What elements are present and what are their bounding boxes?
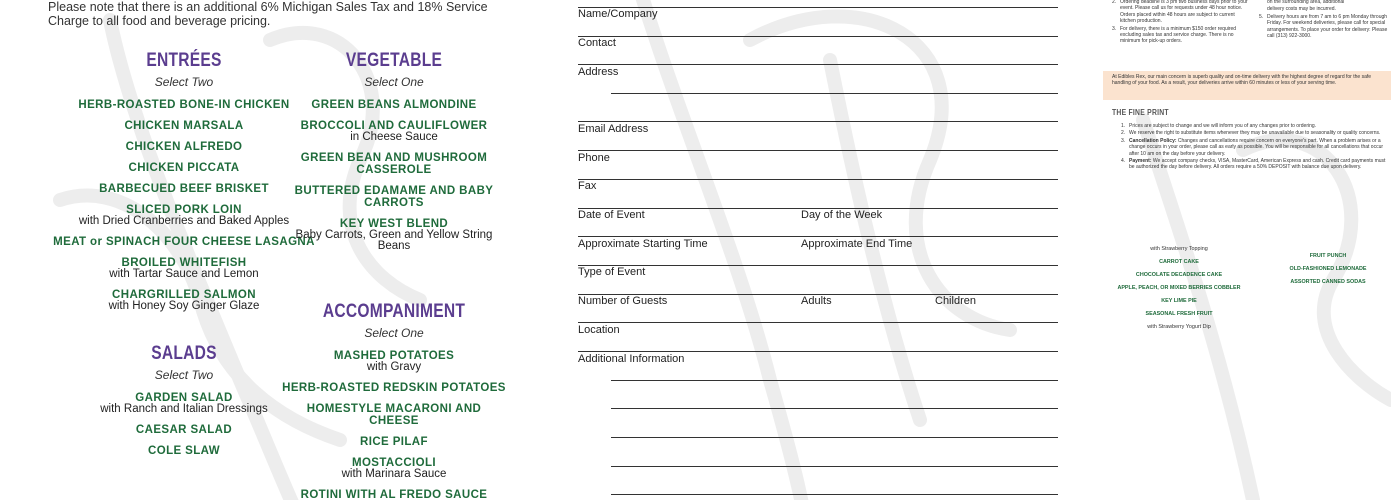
dessert-item: with Strawberry Topping bbox=[1150, 246, 1208, 252]
menu-item bbox=[282, 403, 506, 427]
quality-statement: At Edibles Rex, our main concern is superb quality and on-time delivery with the highest degree of regard for the safe handling of your food. As a result, your deliveries arrive within 60 minutes or less of your serving time. bbox=[1103, 71, 1391, 100]
menu-item-description: with Tartar Sauce and Lemon bbox=[109, 268, 259, 280]
menu-item-name: BROCCOLI AND CAULIFLOWER bbox=[300, 120, 488, 132]
policy-number: 1. bbox=[1121, 123, 1126, 129]
entrees-subtitle: Select Two bbox=[154, 75, 214, 89]
menu-item bbox=[282, 99, 506, 111]
policy-text: We accept company checks, VISA, MasterCard, American Express and cash. Credit card payments must be authorized the day before delivery. All orders require a 50% DEPOSIT with balance due upon delivery. bbox=[1129, 158, 1386, 171]
policy-item bbox=[1259, 14, 1389, 40]
menu-item-name: SLICED PORK LOIN bbox=[126, 204, 242, 216]
accompaniment-list bbox=[282, 350, 506, 500]
vegetable-list bbox=[282, 99, 506, 252]
additional-info-line-1[interactable] bbox=[611, 380, 1058, 381]
menu-item bbox=[282, 152, 506, 176]
menu-item-name: GARDEN SALAD bbox=[135, 392, 233, 404]
dessert-item: CHOCOLATE DECADENCE CAKE bbox=[1135, 272, 1223, 278]
vegetable-title: VEGETABLE bbox=[345, 50, 443, 71]
policy-number: 3. bbox=[1112, 25, 1117, 32]
salads-subtitle: Select Two bbox=[154, 368, 214, 382]
email-label: Email Address bbox=[578, 123, 649, 135]
additional-info-line-3[interactable] bbox=[611, 437, 1058, 438]
menu-item-description: with Marinara Sauce bbox=[341, 468, 447, 480]
beverages-list bbox=[1268, 253, 1388, 292]
menu-column-right bbox=[282, 50, 506, 500]
dessert-item: CARROT CAKE bbox=[1159, 259, 1199, 265]
policy-label: Payment: bbox=[1129, 158, 1153, 165]
address-field-1[interactable] bbox=[611, 93, 1058, 94]
menu-item-name: CAESAR SALAD bbox=[135, 424, 233, 436]
contact-label: Contact bbox=[578, 37, 616, 49]
policy-item bbox=[1121, 138, 1389, 157]
phone-field[interactable] bbox=[578, 179, 1058, 180]
menu-item-name: ROTINI WITH AL FREDO SAUCE bbox=[300, 489, 488, 500]
menu-item-name: CHICKEN MARSALA bbox=[124, 120, 244, 132]
info-panel bbox=[1103, 0, 1391, 500]
menu-item-name: HERB-ROASTED REDSKIN POTATOES bbox=[282, 382, 506, 394]
menu-item bbox=[282, 382, 506, 394]
vegetable-subtitle: Select One bbox=[364, 75, 424, 89]
desserts-list bbox=[1111, 246, 1247, 331]
menu-item-name: RICE PILAF bbox=[360, 436, 428, 448]
dessert-item: with Strawberry Yogurt Dip bbox=[1147, 324, 1211, 330]
menu-item-name: CHICKEN PICCATA bbox=[128, 162, 240, 174]
phone-label: Phone bbox=[578, 152, 610, 164]
policy-item bbox=[1121, 158, 1389, 171]
end-time-label: Approximate End Time bbox=[801, 238, 913, 250]
policy-item bbox=[1121, 130, 1389, 136]
accompaniment-subtitle: Select One bbox=[364, 326, 424, 340]
policy-number: 2. bbox=[1121, 130, 1126, 137]
menu-item-description: with Ranch and Italian Dressings bbox=[100, 403, 268, 415]
address-label: Address bbox=[578, 66, 619, 78]
additional-info-line-2[interactable] bbox=[611, 408, 1058, 409]
policy-item bbox=[1112, 26, 1249, 45]
fax-label: Fax bbox=[578, 180, 597, 192]
menu-item bbox=[282, 457, 506, 480]
menu-item bbox=[282, 218, 506, 252]
policy-text: Ordering deadline is 3 pm two business days prior to your event. Please call us for requests under 48 hour notice. Orders placed within 48 hours are subject to current kitchen production. bbox=[1120, 0, 1248, 25]
menu-item-name: HERB-ROASTED BONE-IN CHICKEN bbox=[78, 99, 290, 111]
menu-item-description: with Honey Soy Ginger Glaze bbox=[108, 300, 260, 312]
policy-number: 5. bbox=[1259, 13, 1264, 20]
beverage-item: FRUIT PUNCH bbox=[1309, 253, 1347, 259]
fine-print-title: THE FINE PRINT bbox=[1112, 108, 1169, 117]
policy-text: Prices are subject to change and we will inform you of any changes prior to ordering. bbox=[1129, 123, 1317, 129]
policy-number: 4. bbox=[1121, 158, 1126, 165]
menu-item-description: with Dried Cranberries and Baked Apples bbox=[78, 215, 290, 227]
ordering-policy-left bbox=[1112, 0, 1249, 46]
location-label: Location bbox=[578, 324, 620, 336]
policy-text: Changes and cancellations require concern on everyone's part. When a problem arises or a change occurs in your order, please call as early as possible. You will be responsible for all cancellations that occur after 10 am on the day before your delivery. bbox=[1129, 137, 1384, 157]
menu-item-description: Baby Carrots, Green and Yellow String Beans bbox=[295, 229, 493, 252]
date-day-field[interactable] bbox=[578, 236, 1058, 237]
menu-item bbox=[282, 436, 506, 448]
menu-item-description: with Gravy bbox=[366, 361, 422, 373]
menu-item-description: in Cheese Sauce bbox=[350, 131, 438, 143]
policy-text: delivery costs may be incurred. bbox=[1267, 6, 1336, 13]
name-company-field[interactable] bbox=[578, 36, 1058, 37]
menu-item-name: HOMESTYLE MACARONI AND CHEESE bbox=[306, 403, 482, 427]
policy-text: on the surrounding area, additional bbox=[1267, 0, 1345, 5]
menu-item-name: KEY WEST BLEND bbox=[339, 218, 449, 230]
policy-item bbox=[1259, 0, 1389, 5]
menu-item-name: MASHED POTATOES bbox=[333, 350, 455, 362]
additional-info-label: Additional Information bbox=[578, 353, 685, 365]
menu-item-name: GREEN BEANS ALMONDINE bbox=[311, 99, 477, 111]
menu-item-name: GREEN BEAN AND MUSHROOM CASSEROLE bbox=[300, 152, 488, 176]
policy-item bbox=[1112, 0, 1249, 25]
beverage-item: ASSORTED CANNED SODAS bbox=[1290, 279, 1366, 285]
address-field-2[interactable] bbox=[578, 121, 1058, 122]
menu-item-name: BROILED WHITEFISH bbox=[121, 257, 247, 269]
fine-print-list bbox=[1121, 123, 1389, 172]
menu-item-name: MOSTACCIOLI bbox=[351, 457, 437, 469]
start-time-label: Approximate Starting Time bbox=[578, 238, 708, 250]
policy-label: Cancellation Policy: bbox=[1129, 137, 1178, 144]
menu-item-name: CHICKEN ALFREDO bbox=[125, 141, 243, 153]
email-field[interactable] bbox=[578, 150, 1058, 151]
additional-info-line-5[interactable] bbox=[611, 494, 1058, 495]
contact-field[interactable] bbox=[578, 64, 1058, 65]
guests-field[interactable] bbox=[578, 322, 1058, 323]
beverage-item: OLD-FASHIONED LEMONADE bbox=[1289, 266, 1367, 272]
policy-number: 2. bbox=[1112, 0, 1117, 5]
type-of-event-label: Type of Event bbox=[578, 266, 646, 278]
time-field[interactable] bbox=[578, 265, 1058, 266]
additional-info-line-4[interactable] bbox=[611, 466, 1058, 467]
order-form bbox=[578, 0, 1058, 500]
policy-number: 3. bbox=[1121, 137, 1126, 144]
number-of-guests-label: Number of Guests bbox=[578, 295, 668, 307]
policy-item bbox=[1259, 6, 1389, 12]
policy-text: Delivery hours are from 7 am to 6 pm Monday through Friday. For weekend deliveries, please call for special arrangements. To place your order for delivery: Please call (313) 922-3000. bbox=[1267, 13, 1388, 40]
children-label: Children bbox=[935, 295, 976, 307]
entrees-title: ENTRÉES bbox=[146, 50, 222, 71]
menu-item bbox=[282, 350, 506, 373]
day-of-week-label: Day of the Week bbox=[801, 209, 883, 221]
menu-item bbox=[282, 489, 506, 500]
menu-item-name: CHARGRILLED SALMON bbox=[112, 289, 256, 301]
menu-item-name: COLE SLAW bbox=[148, 445, 220, 457]
dessert-item: APPLE, PEACH, OR MIXED BERRIES COBBLER bbox=[1117, 285, 1241, 291]
policy-item bbox=[1121, 123, 1389, 129]
date-of-event-label: Date of Event bbox=[578, 209, 645, 221]
menu-item bbox=[282, 185, 506, 209]
policy-text: For delivery, there is a minimum $150 order required excluding sales tax and service charge. There is no minimum for pick-up orders. bbox=[1120, 25, 1237, 45]
policy-text: We reserve the right to substitute items whenever they may be unavailable due to seasonality or quality concerns. bbox=[1129, 130, 1381, 137]
menu-item bbox=[282, 120, 506, 143]
tax-note: Please note that there is an additional 6% Michigan Sales Tax and 18% Service Charge to all food and beverage pricing. bbox=[48, 0, 488, 28]
name-company-label: Name/Company bbox=[578, 8, 658, 20]
dessert-item: SEASONAL FRESH FRUIT bbox=[1145, 311, 1213, 317]
ordering-policy-right bbox=[1259, 0, 1389, 40]
salads-title: SALADS bbox=[151, 343, 217, 364]
location-field[interactable] bbox=[578, 351, 1058, 352]
dessert-item: KEY LIME PIE bbox=[1161, 298, 1197, 304]
menu-item-name: BARBECUED BEEF BRISKET bbox=[99, 183, 269, 195]
adults-label: Adults bbox=[801, 295, 832, 307]
accompaniment-title: ACCOMPANIMENT bbox=[322, 301, 466, 322]
menu-item-name: MEAT or SPINACH FOUR CHEESE LASAGNA bbox=[53, 236, 315, 248]
menu-item-name: BUTTERED EDAMAME AND BABY CARROTS bbox=[294, 185, 494, 209]
